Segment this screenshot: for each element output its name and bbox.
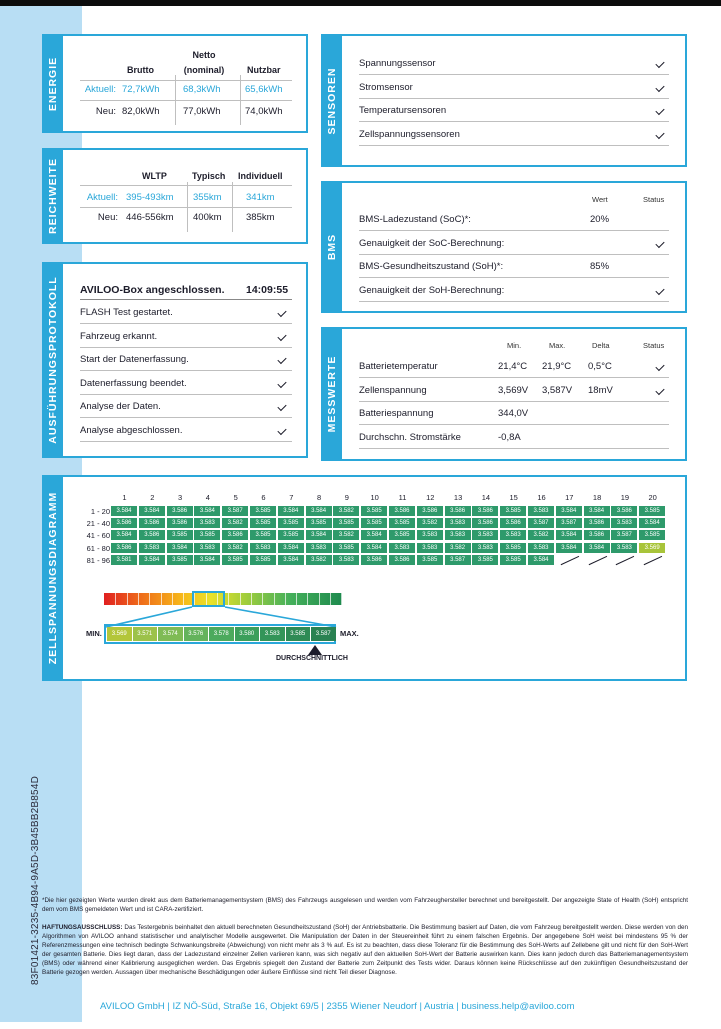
cell-voltage: 3.584	[528, 555, 554, 565]
messwerte-max: 21,9°C	[542, 361, 572, 372]
cell-voltage: 3.569	[639, 543, 665, 553]
disclaimer	[42, 923, 688, 978]
sensor-item: Stromsensor	[359, 81, 413, 93]
cell-voltage: 3.586	[417, 506, 443, 516]
gradient-tick	[274, 593, 275, 605]
divider	[80, 370, 292, 371]
reichweite-value: 355km	[193, 192, 222, 203]
cell-voltage: 3.587	[528, 518, 554, 528]
divider	[359, 424, 669, 425]
divider	[80, 207, 292, 208]
gradient-tick	[319, 593, 320, 605]
column-number: 11	[398, 493, 407, 502]
protokoll-item: Datenerfassung beendet.	[80, 377, 187, 389]
cell-voltage: 3.583	[445, 530, 471, 540]
column-number: 9	[344, 493, 349, 502]
energie-value: 65,6kWh	[245, 84, 283, 95]
bms-row-value: 85%	[590, 261, 610, 272]
cell-voltage: 3.584	[194, 506, 220, 516]
cell-voltage: 3.585	[167, 555, 193, 565]
cell-voltage: 3.584	[167, 543, 193, 553]
cell-voltage: 3.583	[472, 530, 498, 540]
energie-row1-label: Aktuell:	[84, 84, 116, 95]
reichweite-col-individuell: Individuell	[238, 171, 283, 181]
cell-voltage: 3.585	[472, 555, 498, 565]
bms-row-label: BMS-Ladezustand (SoC)*:	[359, 214, 471, 225]
divider	[359, 254, 669, 255]
bms-row-label: BMS-Gesundheitszustand (SoH)*:	[359, 261, 504, 272]
divider	[359, 74, 669, 75]
cell-voltage: 3.586	[611, 506, 637, 516]
scale-min-label: MIN.	[86, 629, 102, 638]
cell-voltage: 3.585	[639, 506, 665, 516]
scale-value: 3.569	[107, 627, 132, 641]
reichweite-value: 341km	[246, 192, 275, 203]
cell-voltage: 3.582	[222, 518, 248, 528]
row-label: 21 - 40	[86, 519, 110, 529]
row-label: 81 - 96	[86, 555, 110, 565]
cell-voltage: 3.585	[250, 555, 276, 565]
cell-voltage: 3.584	[639, 518, 665, 528]
energie-col-netto: Netto	[192, 50, 216, 60]
cell-voltage: 3.587	[222, 506, 248, 516]
cell-voltage: 3.582	[222, 543, 248, 553]
messwerte-row-label: Batteriespannung	[359, 408, 434, 419]
cell-voltage: 3.586	[111, 543, 137, 553]
messwerte-col-max: Max.	[549, 341, 566, 350]
cell-voltage: 3.587	[556, 518, 582, 528]
cell-voltage: 3.584	[306, 506, 332, 516]
divider	[359, 98, 669, 99]
row-label: 61 - 80	[86, 543, 110, 553]
footer-contact: AVILOO GmbH | IZ NÖ-Süd, Straße 16, Objekt 69/5 | 2355 Wiener Neudorf | Austria | business.help@aviloo.com	[100, 1001, 575, 1012]
divider	[359, 145, 669, 146]
cell-voltage: 3.585	[333, 543, 359, 553]
cell-voltage: 3.586	[389, 555, 415, 565]
gradient-tick	[161, 593, 162, 605]
column-number: 7	[289, 493, 294, 502]
gradient-tick	[115, 593, 116, 605]
column-number: 10	[370, 493, 379, 502]
column-number: 17	[565, 493, 574, 502]
cell-voltage: 3.586	[472, 506, 498, 516]
scale-value: 3.576	[184, 627, 209, 641]
cell-voltage: 3.583	[611, 518, 637, 528]
column-number: 15	[509, 493, 518, 502]
bms-col-wert: Wert	[592, 195, 608, 204]
scale-value: 3.583	[260, 627, 285, 641]
column-number: 4	[205, 493, 210, 502]
gradient-tick	[285, 593, 286, 605]
reichweite-value: 385km	[246, 212, 275, 223]
cell-voltage: 3.585	[250, 518, 276, 528]
bms-row-value: 20%	[590, 214, 610, 225]
column-number: 20	[648, 493, 657, 502]
messwerte-col-min: Min.	[507, 341, 522, 350]
cell-voltage: 3.583	[333, 555, 359, 565]
reichweite-col-typisch: Typisch	[192, 171, 226, 181]
cell-voltage: 3.583	[417, 543, 443, 553]
cell-voltage: 3.586	[139, 530, 165, 540]
messwerte-delta: 18mV	[588, 384, 613, 396]
cell-voltage: 3.585	[639, 530, 665, 540]
gradient-tick	[183, 593, 184, 605]
divider	[80, 100, 292, 101]
energie-tab: ENERGIE	[43, 35, 63, 132]
scale-value: 3.580	[235, 627, 260, 641]
column-number: 2	[150, 493, 155, 502]
reichweite-col-wltp: WLTP	[142, 171, 167, 181]
reichweite-row1-label: Aktuell:	[86, 192, 118, 203]
gradient-tick	[127, 593, 128, 605]
footnote-bms: *Die hier gezeigten Werte wurden direkt aus dem Batteriemanagementsystem (BMS) des Fahrzeugs ausgelesen und werden vom Fahrzeughersteller berechnet und bereitgestellt. Der angezeigte State of Health (SoH) entspricht dem vom BMS gemeldeten Wert und ist CARA-zertifiziert.	[42, 897, 688, 914]
divider	[80, 417, 292, 418]
divider	[80, 185, 292, 186]
reichweite-value: 395-493km	[126, 192, 174, 203]
cell-voltage: 3.584	[111, 530, 137, 540]
cell-voltage: 3.586	[167, 518, 193, 528]
cell-voltage: 3.585	[389, 518, 415, 528]
divider	[359, 377, 669, 378]
divider	[80, 299, 292, 300]
cell-voltage: 3.583	[528, 506, 554, 516]
cell-voltage: 3.584	[584, 543, 610, 553]
cell-voltage: 3.583	[500, 530, 526, 540]
messwerte-min: 21,4°C	[498, 361, 528, 372]
cell-voltage: 3.581	[111, 555, 137, 565]
cell-voltage: 3.585	[500, 555, 526, 565]
reichweite-value: 400km	[193, 212, 222, 223]
messwerte-min: -0,8A	[498, 431, 521, 443]
cell-voltage: 3.585	[389, 530, 415, 540]
column-number: 19	[620, 493, 630, 502]
document-id: 83F01421-3235-4B94-9A5D-3B45BB2B854D	[30, 775, 41, 985]
cell-voltage: 3.584	[278, 506, 304, 516]
reichweite-tab: REICHWEITE	[43, 149, 63, 243]
cell-voltage: 3.585	[500, 543, 526, 553]
divider	[359, 277, 669, 278]
cell-voltage: 3.586	[139, 518, 165, 528]
column-number: 3	[178, 493, 183, 502]
gradient-tick	[228, 593, 229, 605]
divider	[359, 230, 669, 231]
messwerte-col-delta: Delta	[592, 341, 610, 350]
cell-voltage: 3.584	[278, 555, 304, 565]
cell-voltage: 3.583	[528, 543, 554, 553]
cell-voltage: 3.583	[139, 543, 165, 553]
cell-voltage: 3.582	[445, 543, 471, 553]
cell-voltage: 3.586	[361, 555, 387, 565]
scale-value: 3.585	[286, 627, 311, 641]
bms-row-label: Genauigkeit der SoC-Berechnung:	[359, 237, 505, 249]
energie-col-brutto: Brutto	[127, 65, 154, 75]
scale-value: 3.571	[133, 627, 158, 641]
gradient-highlight	[192, 591, 225, 607]
cell-voltage: 3.585	[333, 518, 359, 528]
cell-voltage: 3.585	[222, 555, 248, 565]
cell-voltage: 3.584	[361, 543, 387, 553]
protokoll-item: FLASH Test gestartet.	[80, 307, 173, 318]
column-number: 8	[317, 493, 322, 502]
divider	[359, 301, 669, 302]
sensoren-panel	[321, 34, 687, 167]
divider	[359, 121, 669, 122]
divider	[80, 323, 292, 324]
cell-voltage: 3.585	[250, 506, 276, 516]
column-number: 6	[261, 493, 266, 502]
cell-voltage: 3.582	[333, 506, 359, 516]
cell-voltage: 3.584	[306, 530, 332, 540]
cell-voltage: 3.585	[194, 530, 220, 540]
average-label: DURCHSCHNITTLICH	[276, 655, 348, 662]
cell-voltage: 3.583	[306, 543, 332, 553]
energie-value: 72,7kWh	[122, 84, 160, 95]
cell-voltage: 3.582	[333, 530, 359, 540]
column-number: 5	[233, 493, 238, 502]
cell-voltage: 3.586	[584, 518, 610, 528]
cell-voltage: 3.582	[306, 555, 332, 565]
energie-value: 82,0kWh	[122, 106, 160, 117]
cell-voltage: 3.583	[389, 543, 415, 553]
cell-voltage: 3.585	[278, 530, 304, 540]
gradient-tick	[251, 593, 252, 605]
scale-value: 3.578	[209, 627, 234, 641]
cell-voltage: 3.583	[194, 518, 220, 528]
protokoll-tab: AUSFÜHRUNGSPROTOKOLL	[43, 263, 63, 457]
protokoll-time: 14:09:55	[246, 284, 289, 296]
cell-voltage: 3.583	[472, 543, 498, 553]
average-marker	[308, 645, 322, 655]
cell-voltage: 3.586	[111, 518, 137, 528]
cell-voltage: 3.584	[194, 555, 220, 565]
messwerte-min: 344,0V	[498, 408, 529, 419]
column-number: 12	[426, 493, 435, 502]
cell-voltage: 3.584	[556, 530, 582, 540]
scale-value: 3.574	[158, 627, 183, 641]
divider	[80, 80, 292, 81]
gradient-tick	[138, 593, 139, 605]
column-number: 16	[537, 493, 546, 502]
reichweite-value: 446-556km	[126, 212, 174, 223]
energie-value: 68,3kWh	[183, 84, 221, 95]
gradient-tick	[240, 593, 241, 605]
cell-voltage: 3.587	[611, 530, 637, 540]
cell-voltage: 3.584	[111, 506, 137, 516]
cell-voltage: 3.586	[500, 518, 526, 528]
cell-voltage: 3.585	[361, 518, 387, 528]
cell-voltage: 3.586	[167, 506, 193, 516]
cell-voltage: 3.584	[584, 506, 610, 516]
cell-voltage: 3.583	[417, 530, 443, 540]
reichweite-row2-label: Neu:	[97, 212, 118, 223]
protokoll-item: Analyse abgeschlossen.	[80, 424, 183, 436]
cell-voltage: 3.582	[528, 530, 554, 540]
cell-voltage: 3.582	[417, 518, 443, 528]
cell-voltage: 3.583	[445, 518, 471, 528]
energie-col-nutzbar: Nutzbar	[247, 65, 281, 75]
messwerte-min: 3,569V	[498, 384, 529, 396]
messwerte-row-label: Zellenspannung	[359, 384, 427, 396]
cell-voltage: 3.586	[472, 518, 498, 528]
divider	[359, 448, 669, 449]
cell-voltage: 3.583	[250, 543, 276, 553]
cell-voltage: 3.584	[139, 555, 165, 565]
zell-tab: ZELLSPANNUNGSDIAGRAMM	[43, 476, 63, 680]
gradient-tick	[307, 593, 308, 605]
cell-voltage: 3.584	[361, 530, 387, 540]
cell-voltage: 3.584	[556, 543, 582, 553]
energie-value: 74,0kWh	[245, 106, 283, 117]
cell-voltage: 3.585	[500, 506, 526, 516]
column-number: 18	[592, 493, 602, 502]
messwerte-tab: MESSWERTE	[322, 328, 342, 460]
column-number: 13	[453, 493, 463, 502]
column-number: 1	[122, 493, 127, 502]
cell-voltage: 3.585	[167, 530, 193, 540]
sensor-item: Spannungssensor	[359, 58, 436, 69]
cell-voltage: 3.586	[389, 506, 415, 516]
cell-voltage: 3.583	[194, 543, 220, 553]
cell-voltage: 3.584	[556, 506, 582, 516]
sensor-item: Temperatursensoren	[359, 105, 447, 116]
disclaimer-title: HAFTUNGSAUSSCHLUSS:	[42, 924, 123, 931]
messwerte-col-status: Status	[643, 341, 665, 350]
cell-voltage: 3.585	[306, 518, 332, 528]
cell-voltage: 3.584	[278, 543, 304, 553]
protokoll-item: Fahrzeug erkannt.	[80, 330, 158, 342]
divider	[359, 401, 669, 402]
sensor-item: Zellspannungssensoren	[359, 128, 460, 140]
gradient-tick	[341, 593, 342, 605]
messwerte-row-label: Batterietemperatur	[359, 361, 438, 372]
protokoll-title: AVILOO-Box angeschlossen.	[80, 284, 225, 296]
bms-row-label: Genauigkeit der SoH-Berechnung:	[359, 284, 505, 296]
cell-voltage: 3.586	[584, 530, 610, 540]
row-label: 1 - 20	[90, 507, 110, 516]
gradient-tick	[262, 593, 263, 605]
cell-voltage: 3.586	[222, 530, 248, 540]
cell-voltage: 3.585	[417, 555, 443, 565]
row-label: 41 - 60	[86, 531, 110, 541]
sensoren-tab: SENSOREN	[322, 35, 342, 166]
energie-col-netto-sub: (nominal)	[183, 65, 225, 75]
protokoll-item: Start der Datenerfassung.	[80, 354, 189, 365]
column-number: 14	[481, 493, 491, 502]
messwerte-delta: 0,5°C	[588, 361, 612, 372]
energie-row2-label: Neu:	[95, 106, 116, 117]
bms-tab: BMS	[322, 182, 342, 312]
scale-value: 3.587	[311, 627, 336, 641]
gradient-tick	[172, 593, 173, 605]
messwerte-row-label: Durchschn. Stromstärke	[359, 431, 461, 443]
divider	[80, 394, 292, 395]
cell-voltage: 3.585	[361, 506, 387, 516]
energie-value: 77,0kWh	[183, 106, 221, 117]
divider	[80, 347, 292, 348]
cell-voltage: 3.585	[250, 530, 276, 540]
cell-voltage: 3.585	[278, 518, 304, 528]
scale-value-row	[104, 624, 336, 644]
gradient-tick	[330, 593, 331, 605]
bms-col-status: Status	[643, 195, 665, 204]
scale-max-label: MAX.	[340, 629, 359, 638]
gradient-tick	[149, 593, 150, 605]
cell-voltage: 3.584	[139, 506, 165, 516]
messwerte-max: 3,587V	[542, 384, 573, 396]
divider	[80, 441, 292, 442]
top-bar	[0, 0, 721, 6]
cell-voltage: 3.587	[445, 555, 471, 565]
protokoll-item: Analyse der Daten.	[80, 401, 161, 412]
disclaimer-text: Das Testergebnis beinhaltet den aktuell berechneten Gesundheitszustand (SoH) der Antriebsbatterie. Die Bestimmung basiert auf Daten, die vom Fahrzeug bereitgestellt werden. Diese werden von den Algorithmen von AVILOO anhand statistischer und analytischer Modelle ausgewertet. Die Manipulation der Daten in der Steuereinheit führt zu einem falschen Ergebnis. Der angegebene SoH weist bei mindestens 95 % der Referenzmessungen eine technisch bedingte Schwankungsbreite (Abweichung) von nicht mehr als 3 % auf. Es ist zu beachten, dass diese Toleranz für die Bestimmung des SoH-Werts auf Zellebene gilt und nicht für den SoH-Wert der gesamten Batterie. Dies liegt daran, dass der Ladezustand einzelner Zellen variieren kann, was sich negativ auf den aktuellen SoH-Wert der Batterie auswirken kann. Dies kann jedoch durch das Batteriemanagementsystem (BMS) oder während einer Kalibrierung ausgeglichen werden. Das Ergebnis spiegelt den Zustand der Batterie zum Zeitpunkt des Tests wider. Daraus können keine Rückschlüsse auf den zukünftigen Gesundheitszustand der Batterie gezogen werden. Aussagen über mechanische Beschädigungen oder äußere Einflüsse sind nicht Teil dieser Diagnose.	[42, 924, 688, 977]
gradient-tick	[296, 593, 297, 605]
cell-voltage: 3.586	[445, 506, 471, 516]
cell-voltage: 3.583	[611, 543, 637, 553]
